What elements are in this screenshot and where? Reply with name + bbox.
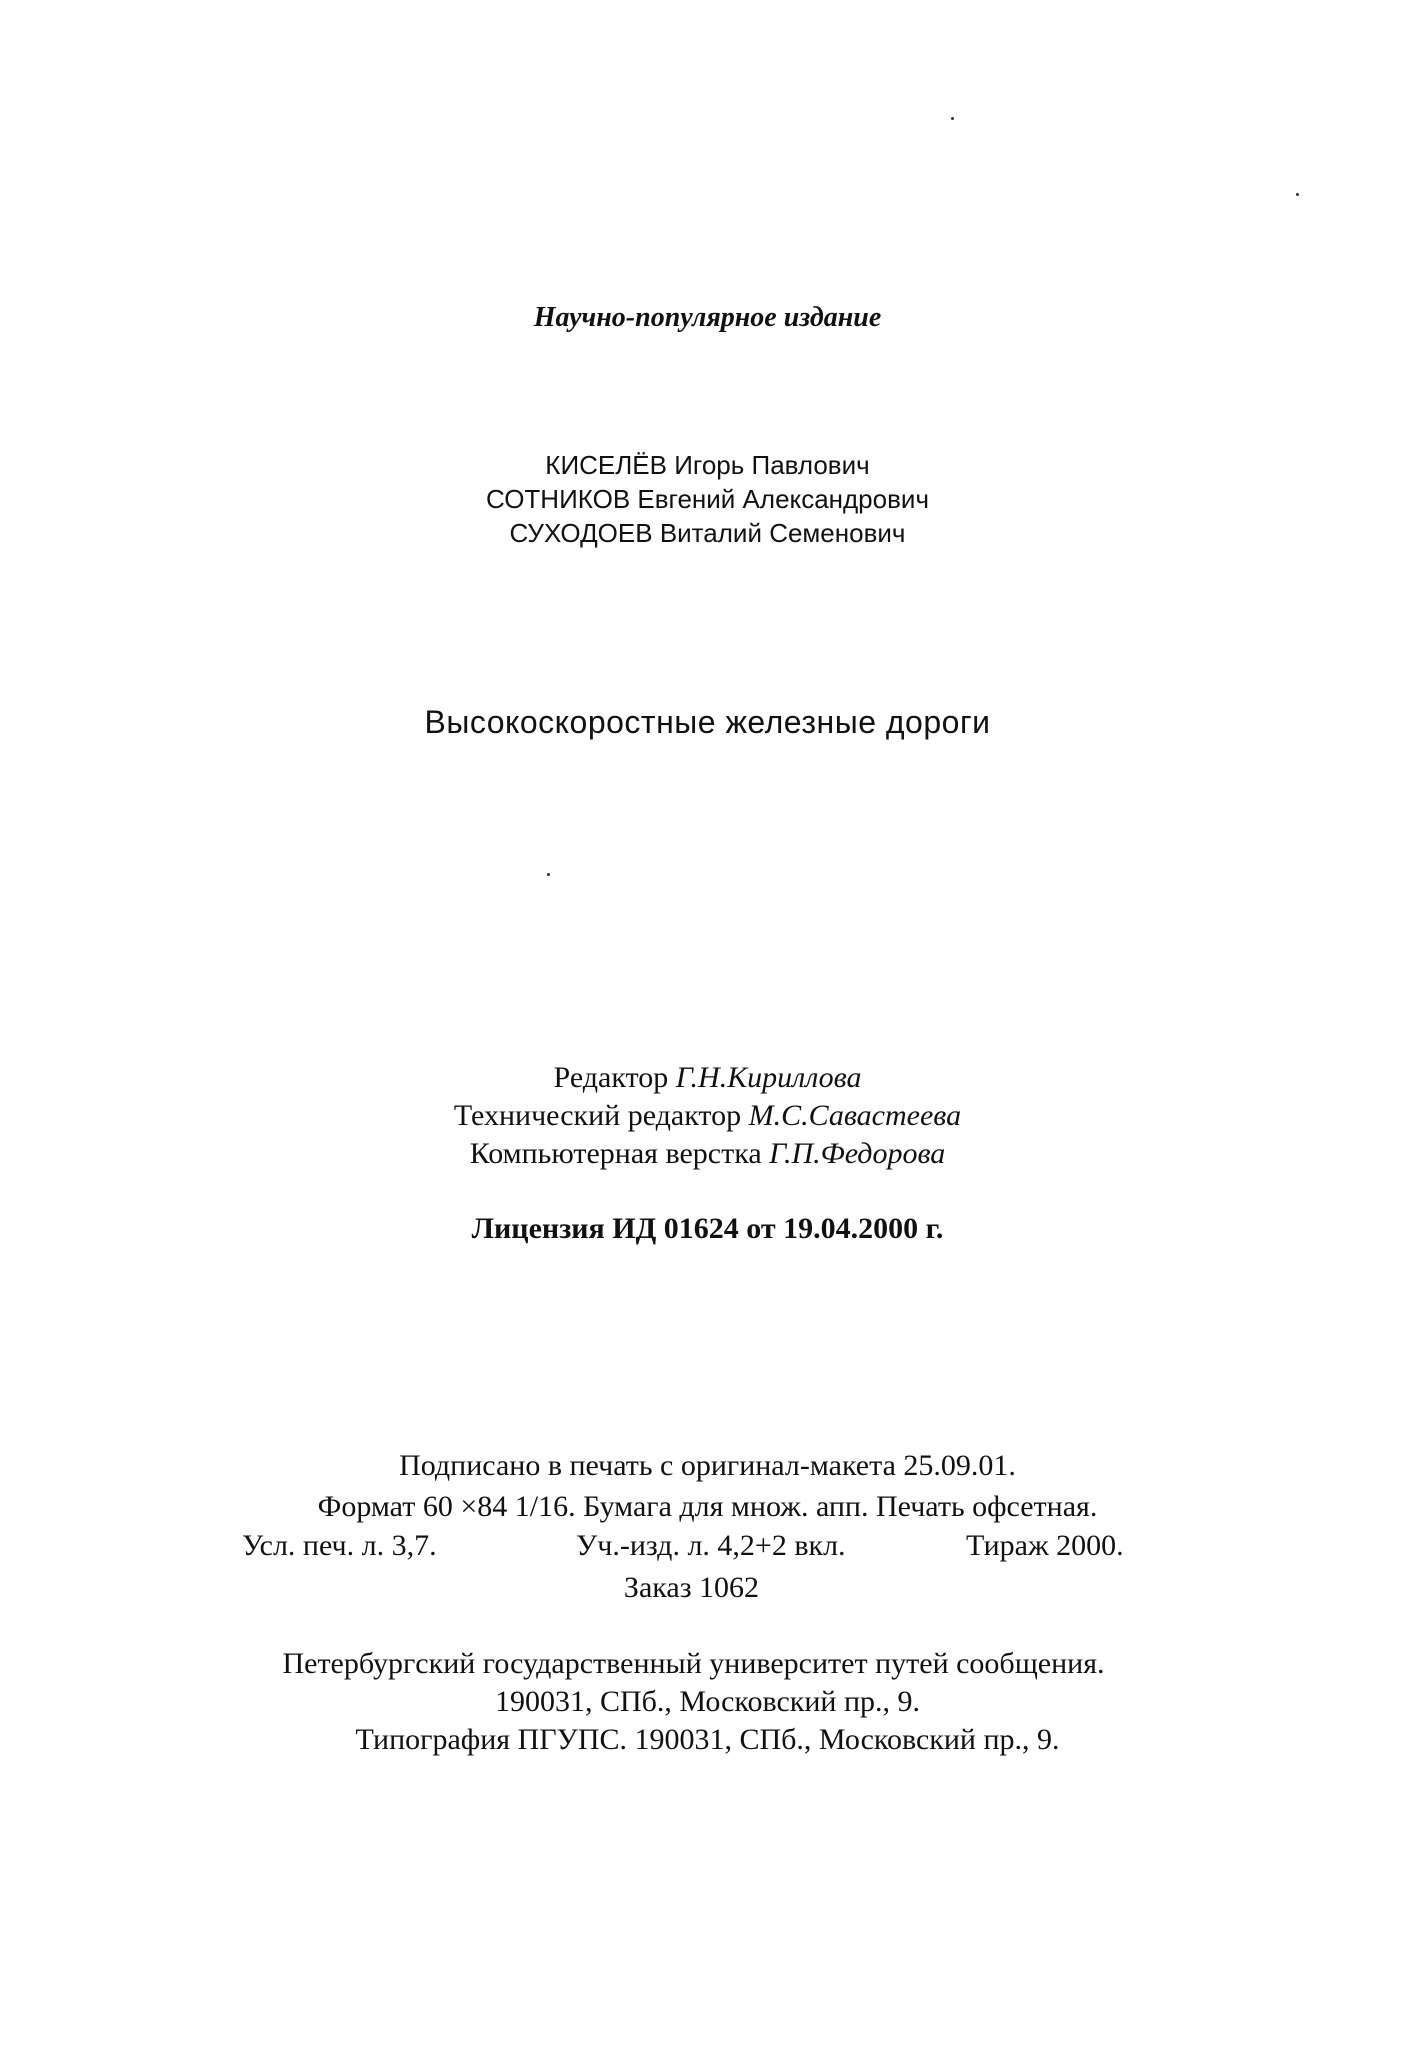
series-label: Научно-популярное издание — [533, 302, 882, 333]
imprint-run: Тираж 2000. — [966, 1529, 1124, 1562]
credit-editor — [0, 1061, 1415, 1095]
credit-role: Технический редактор — [453, 1099, 742, 1132]
credit-role: Компьютерная верстка — [469, 1137, 762, 1170]
credit-tech-editor — [0, 1099, 1415, 1133]
license: Лицензия ИД 01624 от 19.04.2000 г. — [471, 1212, 944, 1245]
scan-speck — [547, 873, 550, 876]
imprint-signed: Подписано в печать с оригинал-макета 25.09.01. — [399, 1449, 1016, 1482]
imprint-print-sheets: Усл. печ. л. 3,7. — [242, 1529, 437, 1562]
book-title: Высокоскоростные железные дороги — [424, 704, 991, 740]
author: КИСЕЛЁВ Игорь Павлович — [545, 450, 870, 480]
credit-name: Г.Н.Кириллова — [675, 1061, 862, 1094]
scan-speck — [1296, 193, 1299, 196]
imprint-order: Заказ 1062 — [623, 1571, 760, 1604]
scan-speck — [951, 117, 954, 120]
imprint-sheets-row — [0, 1529, 1415, 1563]
publisher-address: 190031, СПб., Московский пр., 9. — [494, 1685, 921, 1718]
imprint-publisher-sheets: Уч.-изд. л. 4,2+2 вкл. — [576, 1529, 846, 1562]
credit-role: Редактор — [553, 1061, 669, 1094]
credit-layout — [0, 1137, 1415, 1171]
imprint-format: Формат 60 ×84 1/16. Бумага для множ. апп. Печать офсетная. — [317, 1490, 1098, 1523]
credit-name: М.С.Савастеева — [748, 1099, 962, 1132]
publisher-name: Петербургский государственный университет путей сообщения. — [282, 1647, 1105, 1680]
printer-info: Типография ПГУПС. 190031, СПб., Московский пр., 9. — [355, 1723, 1060, 1756]
author: СУХОДОЕВ Виталий Семенович — [509, 518, 906, 548]
credit-name: Г.П.Федорова — [769, 1137, 946, 1170]
author: СОТНИКОВ Евгений Александрович — [485, 484, 929, 514]
